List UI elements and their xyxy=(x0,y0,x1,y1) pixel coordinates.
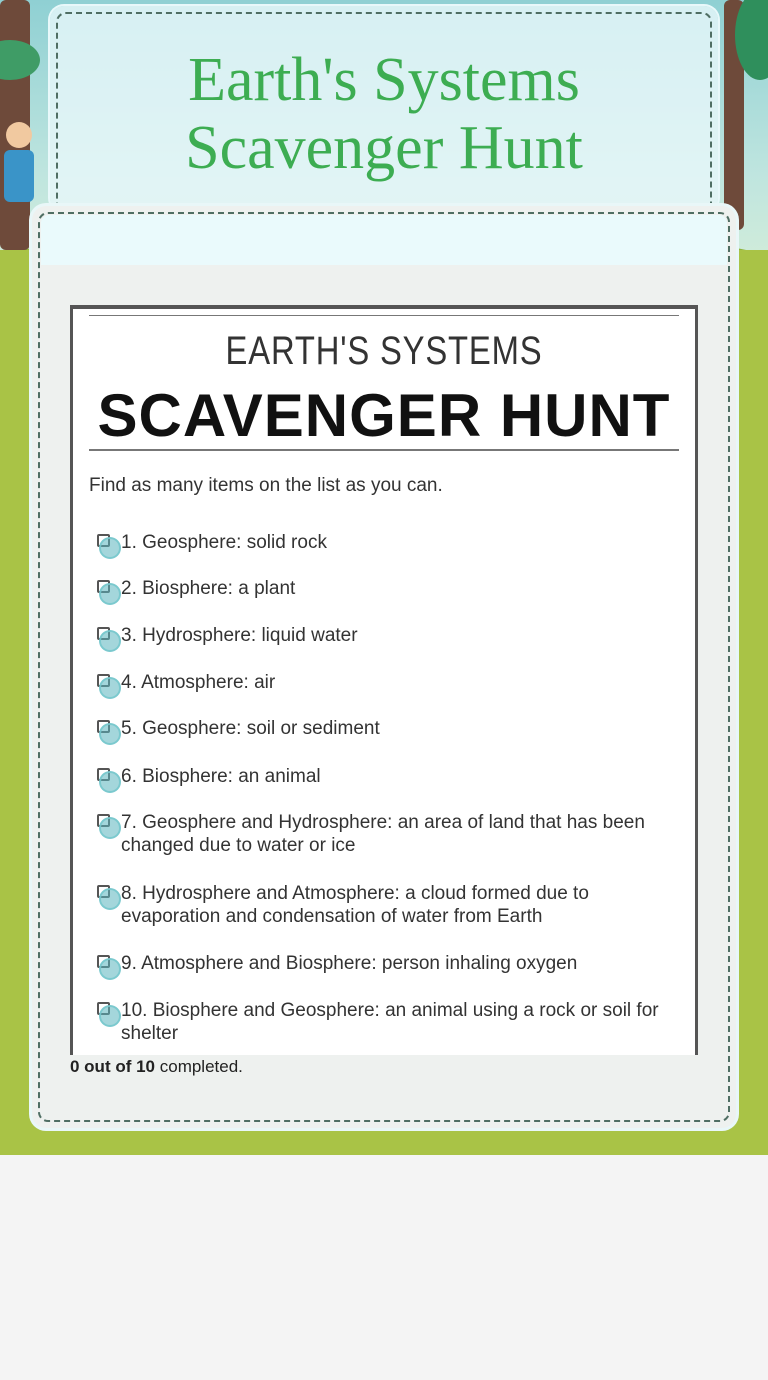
worksheet-subheading: SCAVENGER HUNT xyxy=(97,382,671,449)
hiker-figure xyxy=(6,122,32,148)
divider xyxy=(89,449,679,451)
worksheet-heading: EARTH'S SYSTEMS xyxy=(225,329,543,373)
title-card xyxy=(50,6,718,212)
checklist-item-label: 5. Geosphere: soil or sediment xyxy=(121,718,380,739)
hotspot-marker[interactable] xyxy=(99,958,121,980)
checklist-item-label: 10. Biosphere and Geosphere: an animal using a rock or soil for shelter xyxy=(121,1000,659,1044)
progress-status xyxy=(70,1057,243,1077)
hiker-body xyxy=(4,150,34,202)
checklist-item[interactable] xyxy=(97,624,667,647)
checklist-item[interactable] xyxy=(97,717,667,740)
checklist-item[interactable] xyxy=(97,531,667,554)
hotspot-marker[interactable] xyxy=(99,771,121,793)
checklist-item[interactable] xyxy=(97,811,667,857)
checklist-item-label: 3. Hydrosphere: liquid water xyxy=(121,625,358,646)
page-title-line1: Earth's Systems xyxy=(188,46,580,114)
hotspot-marker[interactable] xyxy=(99,888,121,910)
hotspot-marker[interactable] xyxy=(99,1005,121,1027)
checklist-item-label: 1. Geosphere: solid rock xyxy=(121,532,327,553)
checklist-item-label: 2. Biosphere: a plant xyxy=(121,578,296,599)
hotspot-marker[interactable] xyxy=(99,817,121,839)
worksheet-image xyxy=(70,305,698,1055)
progress-count: 0 out of 10 xyxy=(70,1057,156,1076)
hotspot-marker[interactable] xyxy=(99,677,121,699)
hotspot-marker[interactable] xyxy=(99,723,121,745)
page-title xyxy=(50,46,718,182)
progress-suffix: completed. xyxy=(155,1057,243,1076)
checklist-item[interactable] xyxy=(97,577,667,600)
checklist-item[interactable] xyxy=(97,952,667,975)
checklist-item-label: 6. Biosphere: an animal xyxy=(121,766,321,787)
checklist-item[interactable] xyxy=(97,999,667,1045)
checklist-item[interactable] xyxy=(97,765,667,788)
checklist-item-label: 9. Atmosphere and Biosphere: person inhaling oxygen xyxy=(121,953,578,974)
page-title-line2: Scavenger Hunt xyxy=(185,114,583,182)
checklist-item-label: 4. Atmosphere: air xyxy=(121,672,276,693)
hotspot-marker[interactable] xyxy=(99,537,121,559)
hotspot-marker[interactable] xyxy=(99,583,121,605)
divider xyxy=(89,315,679,316)
checklist-item-label: 8. Hydrosphere and Atmosphere: a cloud formed due to evaporation and condensation of water from Earth xyxy=(121,883,589,927)
worksheet-instructions: Find as many items on the list as you can. xyxy=(89,475,443,496)
checklist-item[interactable] xyxy=(97,882,667,928)
hotspot-marker[interactable] xyxy=(99,630,121,652)
checklist-item[interactable] xyxy=(97,671,667,694)
checklist-item-label: 7. Geosphere and Hydrosphere: an area of land that has been changed due to water or ice xyxy=(121,812,645,856)
